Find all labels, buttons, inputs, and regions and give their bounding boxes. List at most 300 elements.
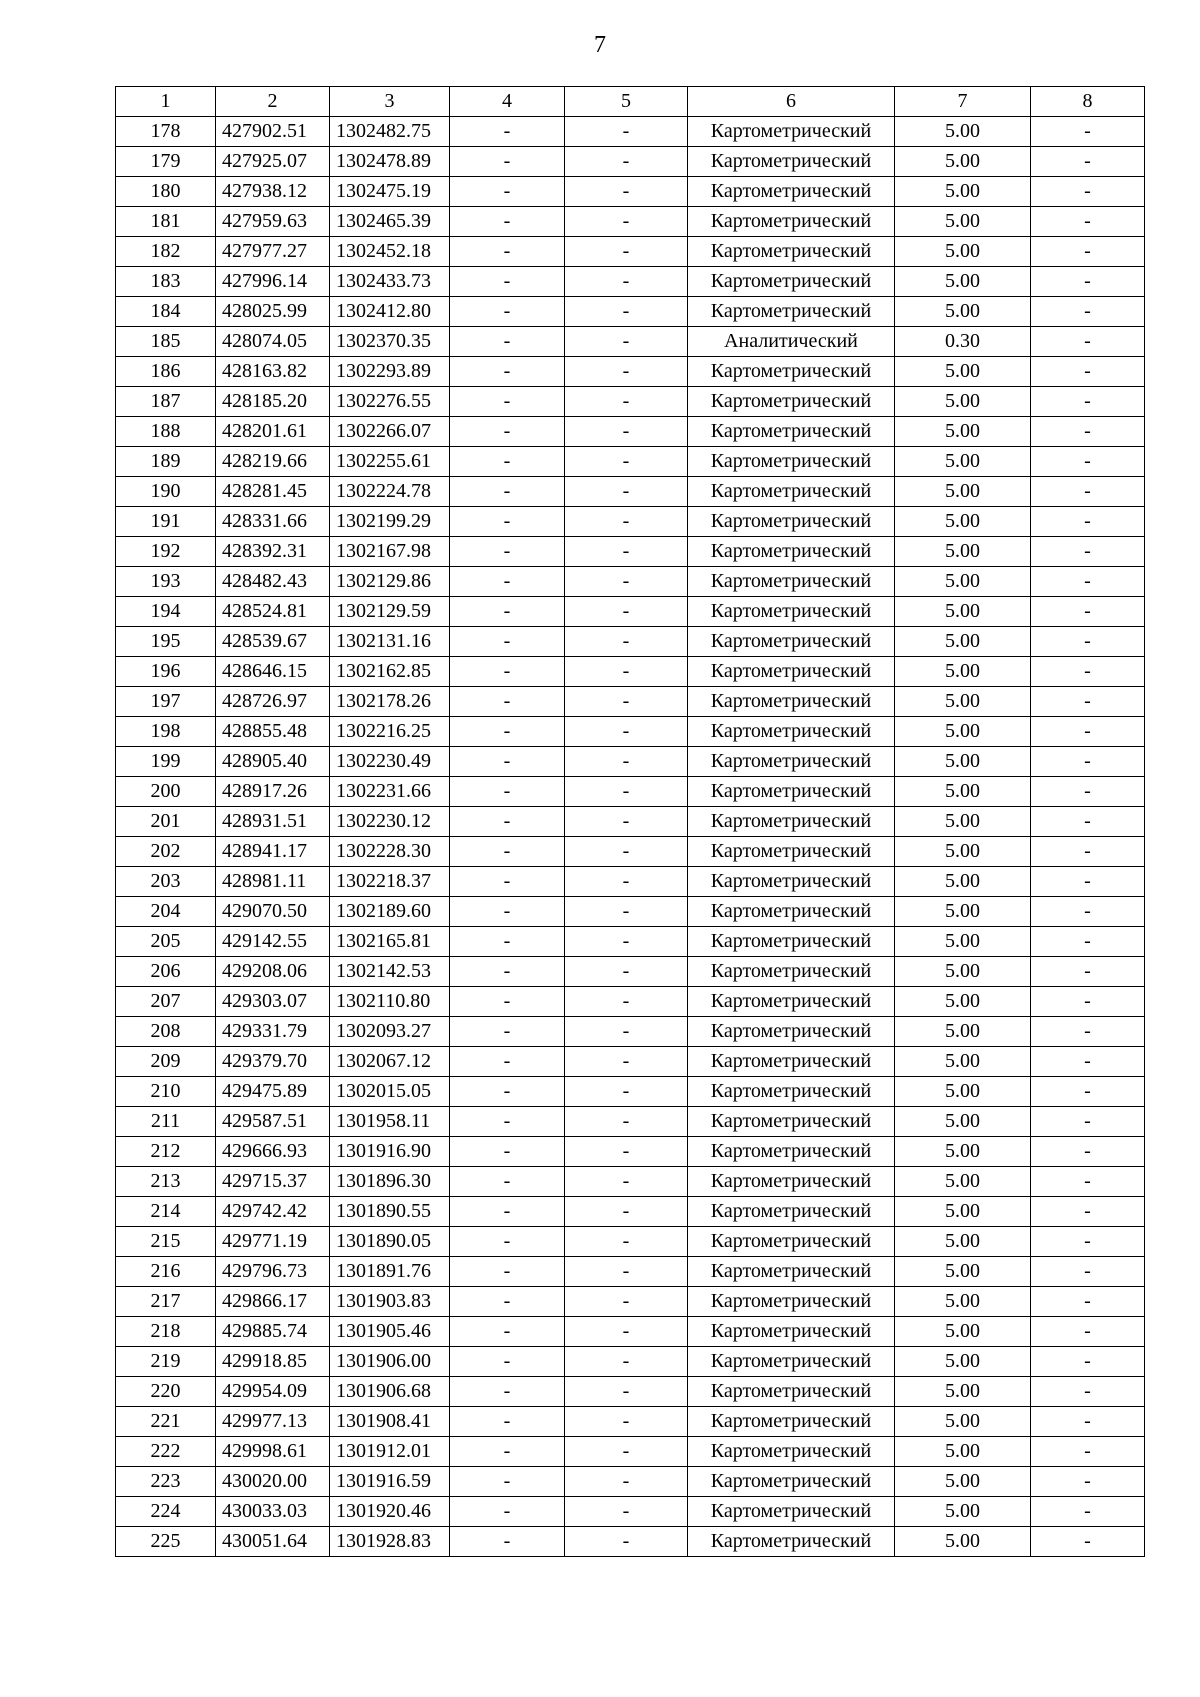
x-coordinate-cell: 429303.07 (216, 987, 330, 1017)
point-number-cell: 180 (116, 177, 216, 207)
y-coordinate-cell: 1302231.66 (330, 777, 450, 807)
column-8-cell: - (1031, 237, 1145, 267)
accuracy-cell: 5.00 (895, 1107, 1031, 1137)
point-number-cell: 187 (116, 387, 216, 417)
method-cell: Картометрический (688, 687, 895, 717)
accuracy-cell: 5.00 (895, 1047, 1031, 1077)
x-coordinate-cell: 429998.61 (216, 1437, 330, 1467)
point-number-cell: 212 (116, 1137, 216, 1167)
column-8-cell: - (1031, 507, 1145, 537)
method-cell: Картометрический (688, 777, 895, 807)
x-coordinate-cell: 428331.66 (216, 507, 330, 537)
column-8-cell: - (1031, 627, 1145, 657)
x-coordinate-cell: 429885.74 (216, 1317, 330, 1347)
table-row (116, 1467, 1145, 1497)
column-5-cell: - (565, 1377, 688, 1407)
column-4-cell: - (450, 1317, 565, 1347)
point-number-cell: 221 (116, 1407, 216, 1437)
column-4-cell: - (450, 297, 565, 327)
accuracy-cell: 5.00 (895, 897, 1031, 927)
column-4-cell: - (450, 1167, 565, 1197)
column-5-cell: - (565, 117, 688, 147)
method-cell: Картометрический (688, 957, 895, 987)
column-4-cell: - (450, 447, 565, 477)
column-8-cell: - (1031, 1347, 1145, 1377)
column-4-cell: - (450, 357, 565, 387)
column-4-cell: - (450, 1197, 565, 1227)
table-row (116, 957, 1145, 987)
point-number-cell: 194 (116, 597, 216, 627)
column-5-cell: - (565, 867, 688, 897)
x-coordinate-cell: 429070.50 (216, 897, 330, 927)
x-coordinate-cell: 427938.12 (216, 177, 330, 207)
column-4-cell: - (450, 1077, 565, 1107)
column-8-cell: - (1031, 747, 1145, 777)
column-8-cell: - (1031, 1107, 1145, 1137)
method-cell: Картометрический (688, 1467, 895, 1497)
method-cell: Картометрический (688, 1377, 895, 1407)
y-coordinate-cell: 1302129.59 (330, 597, 450, 627)
y-coordinate-cell: 1302475.19 (330, 177, 450, 207)
column-8-cell: - (1031, 1167, 1145, 1197)
column-5-cell: - (565, 237, 688, 267)
method-cell: Картометрический (688, 147, 895, 177)
column-5-cell: - (565, 207, 688, 237)
column-8-cell: - (1031, 267, 1145, 297)
column-8-cell: - (1031, 327, 1145, 357)
accuracy-cell: 5.00 (895, 867, 1031, 897)
column-4-cell: - (450, 927, 565, 957)
point-number-cell: 183 (116, 267, 216, 297)
table-row (116, 987, 1145, 1017)
x-coordinate-cell: 428539.67 (216, 627, 330, 657)
point-number-cell: 214 (116, 1197, 216, 1227)
method-cell: Картометрический (688, 1317, 895, 1347)
method-cell: Картометрический (688, 1197, 895, 1227)
method-cell: Картометрический (688, 267, 895, 297)
y-coordinate-cell: 1301890.55 (330, 1197, 450, 1227)
x-coordinate-cell: 428917.26 (216, 777, 330, 807)
x-coordinate-cell: 428201.61 (216, 417, 330, 447)
y-coordinate-cell: 1302189.60 (330, 897, 450, 927)
column-4-cell: - (450, 387, 565, 417)
y-coordinate-cell: 1302178.26 (330, 687, 450, 717)
x-coordinate-cell: 429208.06 (216, 957, 330, 987)
accuracy-cell: 5.00 (895, 1017, 1031, 1047)
column-8-cell: - (1031, 117, 1145, 147)
accuracy-cell: 5.00 (895, 1227, 1031, 1257)
table-row (116, 1107, 1145, 1137)
x-coordinate-cell: 428726.97 (216, 687, 330, 717)
y-coordinate-cell: 1302370.35 (330, 327, 450, 357)
accuracy-cell: 5.00 (895, 447, 1031, 477)
point-number-cell: 209 (116, 1047, 216, 1077)
x-coordinate-cell: 428482.43 (216, 567, 330, 597)
column-header: 6 (688, 87, 895, 117)
column-4-cell: - (450, 1527, 565, 1557)
y-coordinate-cell: 1301916.59 (330, 1467, 450, 1497)
y-coordinate-cell: 1301891.76 (330, 1257, 450, 1287)
y-coordinate-cell: 1301906.68 (330, 1377, 450, 1407)
point-number-cell: 216 (116, 1257, 216, 1287)
point-number-cell: 224 (116, 1497, 216, 1527)
column-5-cell: - (565, 957, 688, 987)
column-5-cell: - (565, 897, 688, 927)
table-row (116, 927, 1145, 957)
column-4-cell: - (450, 237, 565, 267)
method-cell: Картометрический (688, 1407, 895, 1437)
point-number-cell: 188 (116, 417, 216, 447)
column-8-cell: - (1031, 1047, 1145, 1077)
column-4-cell: - (450, 627, 565, 657)
y-coordinate-cell: 1302412.80 (330, 297, 450, 327)
point-number-cell: 191 (116, 507, 216, 537)
table-row (116, 267, 1145, 297)
point-number-cell: 203 (116, 867, 216, 897)
y-coordinate-cell: 1302015.05 (330, 1077, 450, 1107)
table-row (116, 1257, 1145, 1287)
column-5-cell: - (565, 1227, 688, 1257)
column-5-cell: - (565, 987, 688, 1017)
column-5-cell: - (565, 147, 688, 177)
method-cell: Картометрический (688, 1287, 895, 1317)
column-header: 8 (1031, 87, 1145, 117)
x-coordinate-cell: 430051.64 (216, 1527, 330, 1557)
column-8-cell: - (1031, 1227, 1145, 1257)
method-cell: Картометрический (688, 807, 895, 837)
column-4-cell: - (450, 1437, 565, 1467)
y-coordinate-cell: 1302167.98 (330, 537, 450, 567)
accuracy-cell: 5.00 (895, 747, 1031, 777)
table-row (116, 567, 1145, 597)
method-cell: Картометрический (688, 927, 895, 957)
x-coordinate-cell: 427902.51 (216, 117, 330, 147)
x-coordinate-cell: 429587.51 (216, 1107, 330, 1137)
y-coordinate-cell: 1302433.73 (330, 267, 450, 297)
y-coordinate-cell: 1302218.37 (330, 867, 450, 897)
column-8-cell: - (1031, 1317, 1145, 1347)
column-5-cell: - (565, 1257, 688, 1287)
method-cell: Картометрический (688, 297, 895, 327)
table-row (116, 207, 1145, 237)
accuracy-cell: 5.00 (895, 507, 1031, 537)
x-coordinate-cell: 429796.73 (216, 1257, 330, 1287)
method-cell: Картометрический (688, 1497, 895, 1527)
table-row (116, 477, 1145, 507)
table-row (116, 237, 1145, 267)
accuracy-cell: 5.00 (895, 657, 1031, 687)
method-cell: Картометрический (688, 537, 895, 567)
accuracy-cell: 5.00 (895, 147, 1031, 177)
x-coordinate-cell: 429475.89 (216, 1077, 330, 1107)
column-4-cell: - (450, 1017, 565, 1047)
accuracy-cell: 5.00 (895, 267, 1031, 297)
column-8-cell: - (1031, 777, 1145, 807)
y-coordinate-cell: 1301903.83 (330, 1287, 450, 1317)
x-coordinate-cell: 429918.85 (216, 1347, 330, 1377)
table-row (116, 117, 1145, 147)
table-row (116, 1407, 1145, 1437)
x-coordinate-cell: 429977.13 (216, 1407, 330, 1437)
point-number-cell: 219 (116, 1347, 216, 1377)
column-5-cell: - (565, 687, 688, 717)
column-5-cell: - (565, 1317, 688, 1347)
y-coordinate-cell: 1302224.78 (330, 477, 450, 507)
column-4-cell: - (450, 717, 565, 747)
method-cell: Картометрический (688, 657, 895, 687)
accuracy-cell: 5.00 (895, 1407, 1031, 1437)
column-4-cell: - (450, 897, 565, 927)
column-4-cell: - (450, 1287, 565, 1317)
column-4-cell: - (450, 507, 565, 537)
column-5-cell: - (565, 747, 688, 777)
point-number-cell: 220 (116, 1377, 216, 1407)
column-5-cell: - (565, 1167, 688, 1197)
accuracy-cell: 5.00 (895, 1437, 1031, 1467)
column-8-cell: - (1031, 927, 1145, 957)
coordinates-table (115, 86, 1145, 1557)
accuracy-cell: 5.00 (895, 1497, 1031, 1527)
y-coordinate-cell: 1302276.55 (330, 387, 450, 417)
y-coordinate-cell: 1301920.46 (330, 1497, 450, 1527)
table-row (116, 657, 1145, 687)
y-coordinate-cell: 1302228.30 (330, 837, 450, 867)
column-4-cell: - (450, 1107, 565, 1137)
x-coordinate-cell: 429742.42 (216, 1197, 330, 1227)
column-5-cell: - (565, 1287, 688, 1317)
point-number-cell: 189 (116, 447, 216, 477)
accuracy-cell: 5.00 (895, 777, 1031, 807)
accuracy-cell: 5.00 (895, 627, 1031, 657)
point-number-cell: 193 (116, 567, 216, 597)
method-cell: Картометрический (688, 117, 895, 147)
column-5-cell: - (565, 717, 688, 747)
table-row (116, 777, 1145, 807)
column-5-cell: - (565, 1347, 688, 1377)
column-4-cell: - (450, 1137, 565, 1167)
accuracy-cell: 5.00 (895, 927, 1031, 957)
accuracy-cell: 5.00 (895, 1317, 1031, 1347)
column-8-cell: - (1031, 957, 1145, 987)
accuracy-cell: 0.30 (895, 327, 1031, 357)
column-8-cell: - (1031, 147, 1145, 177)
table-row (116, 177, 1145, 207)
column-4-cell: - (450, 867, 565, 897)
column-5-cell: - (565, 807, 688, 837)
y-coordinate-cell: 1302266.07 (330, 417, 450, 447)
column-4-cell: - (450, 1407, 565, 1437)
point-number-cell: 184 (116, 297, 216, 327)
point-number-cell: 204 (116, 897, 216, 927)
column-8-cell: - (1031, 297, 1145, 327)
table-row (116, 1227, 1145, 1257)
table-row (116, 387, 1145, 417)
accuracy-cell: 5.00 (895, 1257, 1031, 1287)
table-row (116, 897, 1145, 927)
method-cell: Картометрический (688, 1527, 895, 1557)
accuracy-cell: 5.00 (895, 837, 1031, 867)
accuracy-cell: 5.00 (895, 1197, 1031, 1227)
column-5-cell: - (565, 657, 688, 687)
method-cell: Картометрический (688, 177, 895, 207)
column-4-cell: - (450, 147, 565, 177)
point-number-cell: 223 (116, 1467, 216, 1497)
column-5-cell: - (565, 1137, 688, 1167)
table-row (116, 747, 1145, 777)
column-4-cell: - (450, 1497, 565, 1527)
table-row (116, 297, 1145, 327)
column-8-cell: - (1031, 1257, 1145, 1287)
column-8-cell: - (1031, 1437, 1145, 1467)
column-4-cell: - (450, 807, 565, 837)
accuracy-cell: 5.00 (895, 207, 1031, 237)
table-row (116, 1167, 1145, 1197)
y-coordinate-cell: 1302478.89 (330, 147, 450, 177)
table-row (116, 1347, 1145, 1377)
point-number-cell: 213 (116, 1167, 216, 1197)
x-coordinate-cell: 429866.17 (216, 1287, 330, 1317)
table-header-row (116, 87, 1145, 117)
y-coordinate-cell: 1302230.49 (330, 747, 450, 777)
column-8-cell: - (1031, 1497, 1145, 1527)
table-row (116, 1317, 1145, 1347)
column-4-cell: - (450, 1377, 565, 1407)
y-coordinate-cell: 1302162.85 (330, 657, 450, 687)
method-cell: Картометрический (688, 1167, 895, 1197)
table-row (116, 1017, 1145, 1047)
point-number-cell: 225 (116, 1527, 216, 1557)
column-8-cell: - (1031, 1527, 1145, 1557)
x-coordinate-cell: 428392.31 (216, 537, 330, 567)
column-5-cell: - (565, 777, 688, 807)
table-row (116, 507, 1145, 537)
point-number-cell: 206 (116, 957, 216, 987)
accuracy-cell: 5.00 (895, 987, 1031, 1017)
column-5-cell: - (565, 627, 688, 657)
table-row (116, 1047, 1145, 1077)
column-5-cell: - (565, 1017, 688, 1047)
column-8-cell: - (1031, 1137, 1145, 1167)
y-coordinate-cell: 1302142.53 (330, 957, 450, 987)
table-row (116, 1137, 1145, 1167)
column-5-cell: - (565, 417, 688, 447)
y-coordinate-cell: 1301916.90 (330, 1137, 450, 1167)
column-4-cell: - (450, 567, 565, 597)
x-coordinate-cell: 427925.07 (216, 147, 330, 177)
method-cell: Картометрический (688, 357, 895, 387)
method-cell: Картометрический (688, 717, 895, 747)
point-number-cell: 197 (116, 687, 216, 717)
x-coordinate-cell: 430033.03 (216, 1497, 330, 1527)
point-number-cell: 178 (116, 117, 216, 147)
point-number-cell: 211 (116, 1107, 216, 1137)
column-8-cell: - (1031, 567, 1145, 597)
y-coordinate-cell: 1302216.25 (330, 717, 450, 747)
y-coordinate-cell: 1301890.05 (330, 1227, 450, 1257)
method-cell: Картометрический (688, 987, 895, 1017)
accuracy-cell: 5.00 (895, 1527, 1031, 1557)
y-coordinate-cell: 1302199.29 (330, 507, 450, 537)
table-row (116, 1287, 1145, 1317)
column-5-cell: - (565, 297, 688, 327)
point-number-cell: 196 (116, 657, 216, 687)
x-coordinate-cell: 428931.51 (216, 807, 330, 837)
point-number-cell: 192 (116, 537, 216, 567)
table-row (116, 1437, 1145, 1467)
column-5-cell: - (565, 837, 688, 867)
column-4-cell: - (450, 837, 565, 867)
column-5-cell: - (565, 1107, 688, 1137)
column-8-cell: - (1031, 987, 1145, 1017)
column-8-cell: - (1031, 897, 1145, 927)
method-cell: Картометрический (688, 1347, 895, 1377)
column-8-cell: - (1031, 867, 1145, 897)
column-5-cell: - (565, 1077, 688, 1107)
column-4-cell: - (450, 267, 565, 297)
method-cell: Картометрический (688, 1437, 895, 1467)
point-number-cell: 222 (116, 1437, 216, 1467)
method-cell: Картометрический (688, 1227, 895, 1257)
column-4-cell: - (450, 957, 565, 987)
column-5-cell: - (565, 327, 688, 357)
column-5-cell: - (565, 1467, 688, 1497)
y-coordinate-cell: 1301896.30 (330, 1167, 450, 1197)
column-4-cell: - (450, 417, 565, 447)
method-cell: Картометрический (688, 867, 895, 897)
column-5-cell: - (565, 567, 688, 597)
accuracy-cell: 5.00 (895, 717, 1031, 747)
method-cell: Картометрический (688, 417, 895, 447)
column-8-cell: - (1031, 1407, 1145, 1437)
column-4-cell: - (450, 657, 565, 687)
table-row (116, 807, 1145, 837)
accuracy-cell: 5.00 (895, 597, 1031, 627)
column-5-cell: - (565, 537, 688, 567)
column-4-cell: - (450, 1227, 565, 1257)
accuracy-cell: 5.00 (895, 117, 1031, 147)
method-cell: Картометрический (688, 627, 895, 657)
y-coordinate-cell: 1302293.89 (330, 357, 450, 387)
x-coordinate-cell: 429715.37 (216, 1167, 330, 1197)
table-row (116, 537, 1145, 567)
accuracy-cell: 5.00 (895, 1467, 1031, 1497)
method-cell: Картометрический (688, 237, 895, 267)
column-4-cell: - (450, 597, 565, 627)
column-header: 4 (450, 87, 565, 117)
x-coordinate-cell: 428646.15 (216, 657, 330, 687)
column-5-cell: - (565, 927, 688, 957)
point-number-cell: 186 (116, 357, 216, 387)
column-5-cell: - (565, 1407, 688, 1437)
method-cell: Картометрический (688, 1257, 895, 1287)
method-cell: Картометрический (688, 1107, 895, 1137)
method-cell: Картометрический (688, 837, 895, 867)
method-cell: Картометрический (688, 207, 895, 237)
point-number-cell: 215 (116, 1227, 216, 1257)
column-4-cell: - (450, 1347, 565, 1377)
y-coordinate-cell: 1302093.27 (330, 1017, 450, 1047)
table-row (116, 1497, 1145, 1527)
column-8-cell: - (1031, 717, 1145, 747)
x-coordinate-cell: 429954.09 (216, 1377, 330, 1407)
column-8-cell: - (1031, 1017, 1145, 1047)
column-4-cell: - (450, 117, 565, 147)
point-number-cell: 207 (116, 987, 216, 1017)
column-8-cell: - (1031, 387, 1145, 417)
point-number-cell: 199 (116, 747, 216, 777)
column-8-cell: - (1031, 1077, 1145, 1107)
method-cell: Картометрический (688, 897, 895, 927)
